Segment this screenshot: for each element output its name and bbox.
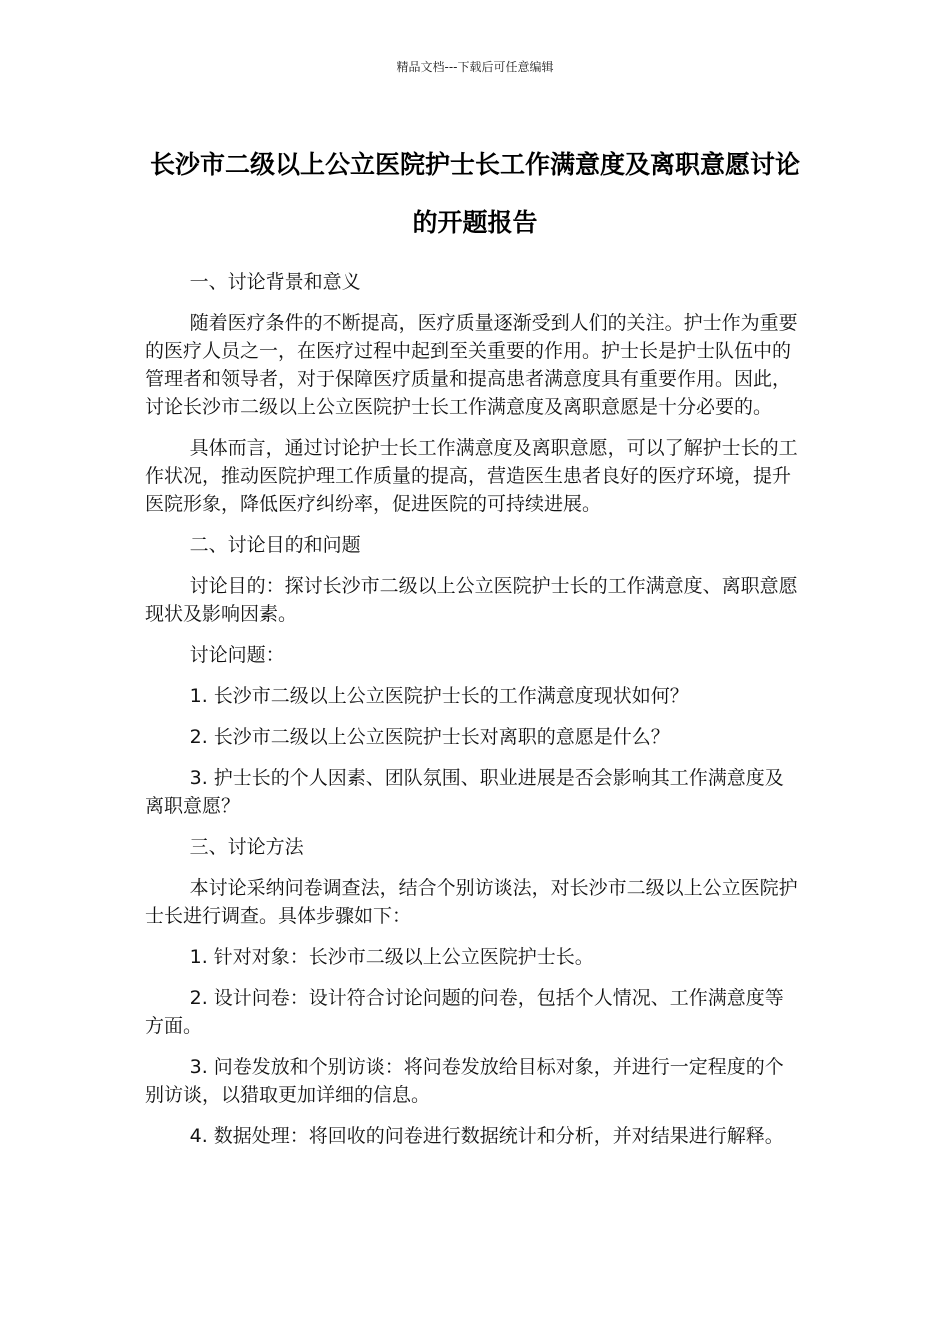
paragraph-background: 随着医疗条件的不断提高，医疗质量逐渐受到人们的关注。护士作为重要的医疗人员之一，在医疗过程中起到至关重要的作用。护士长是护士队伍中的管理者和领导者，对于保障医疗质量和提高患者满意度具有重要作用。因此，讨论长沙市二级以上公立医院护士长工作满意度及离职意愿是十分必要的。: [145, 312, 798, 418]
paragraph-purpose: 讨论目的：探讨长沙市二级以上公立医院护士长的工作满意度、离职意愿现状及影响因素。: [145, 575, 798, 625]
section-heading-purpose: 二、讨论目的和问题: [189, 534, 361, 556]
paragraph-method: 本讨论采纳问卷调查法，结合个别访谈法，对长沙市二级以上公立医院护士长进行调查。具体步骤如下：: [145, 877, 798, 927]
document-title: 长沙市二级以上公立医院护士长工作满意度及离职意愿讨论的开题报告: [149, 150, 800, 237]
list-item-step-2: 2. 设计问卷：设计符合讨论问题的问卷，包括个人情况、工作满意度等方面。: [145, 987, 784, 1037]
paragraph-questions-label: 讨论问题：: [189, 644, 285, 666]
document-body: [145, 268, 800, 1163]
paragraph-significance: 具体而言，通过讨论护士长工作满意度及离职意愿，可以了解护士长的工作状况，推动医院护理工作质量的提高，营造医生患者良好的医疗环境，提升医院形象，降低医疗纠纷率，促进医院的可持续进展。: [145, 437, 798, 515]
section-heading-background: 一、讨论背景和意义: [189, 271, 361, 293]
list-item-question-2: 2. 长沙市二级以上公立医院护士长对离职的意愿是什么？: [189, 726, 670, 748]
list-item-step-3: 3. 问卷发放和个别访谈：将问卷发放给目标对象，并进行一定程度的个别访谈，以猎取更加详细的信息。: [145, 1056, 784, 1106]
list-item-step-1: 1. 针对对象：长沙市二级以上公立医院护士长。: [189, 946, 594, 968]
list-item-step-4: 4. 数据处理：将回收的问卷进行数据统计和分析，并对结果进行解释。: [189, 1125, 784, 1147]
page-header: 精品文档---下载后可任意编辑: [396, 60, 554, 74]
section-heading-method: 三、讨论方法: [189, 836, 304, 858]
list-item-question-1: 1. 长沙市二级以上公立医院护士长的工作满意度现状如何？: [189, 685, 689, 707]
list-item-question-3: 3. 护士长的个人因素、团队氛围、职业进展是否会影响其工作满意度及离职意愿？: [145, 767, 784, 817]
